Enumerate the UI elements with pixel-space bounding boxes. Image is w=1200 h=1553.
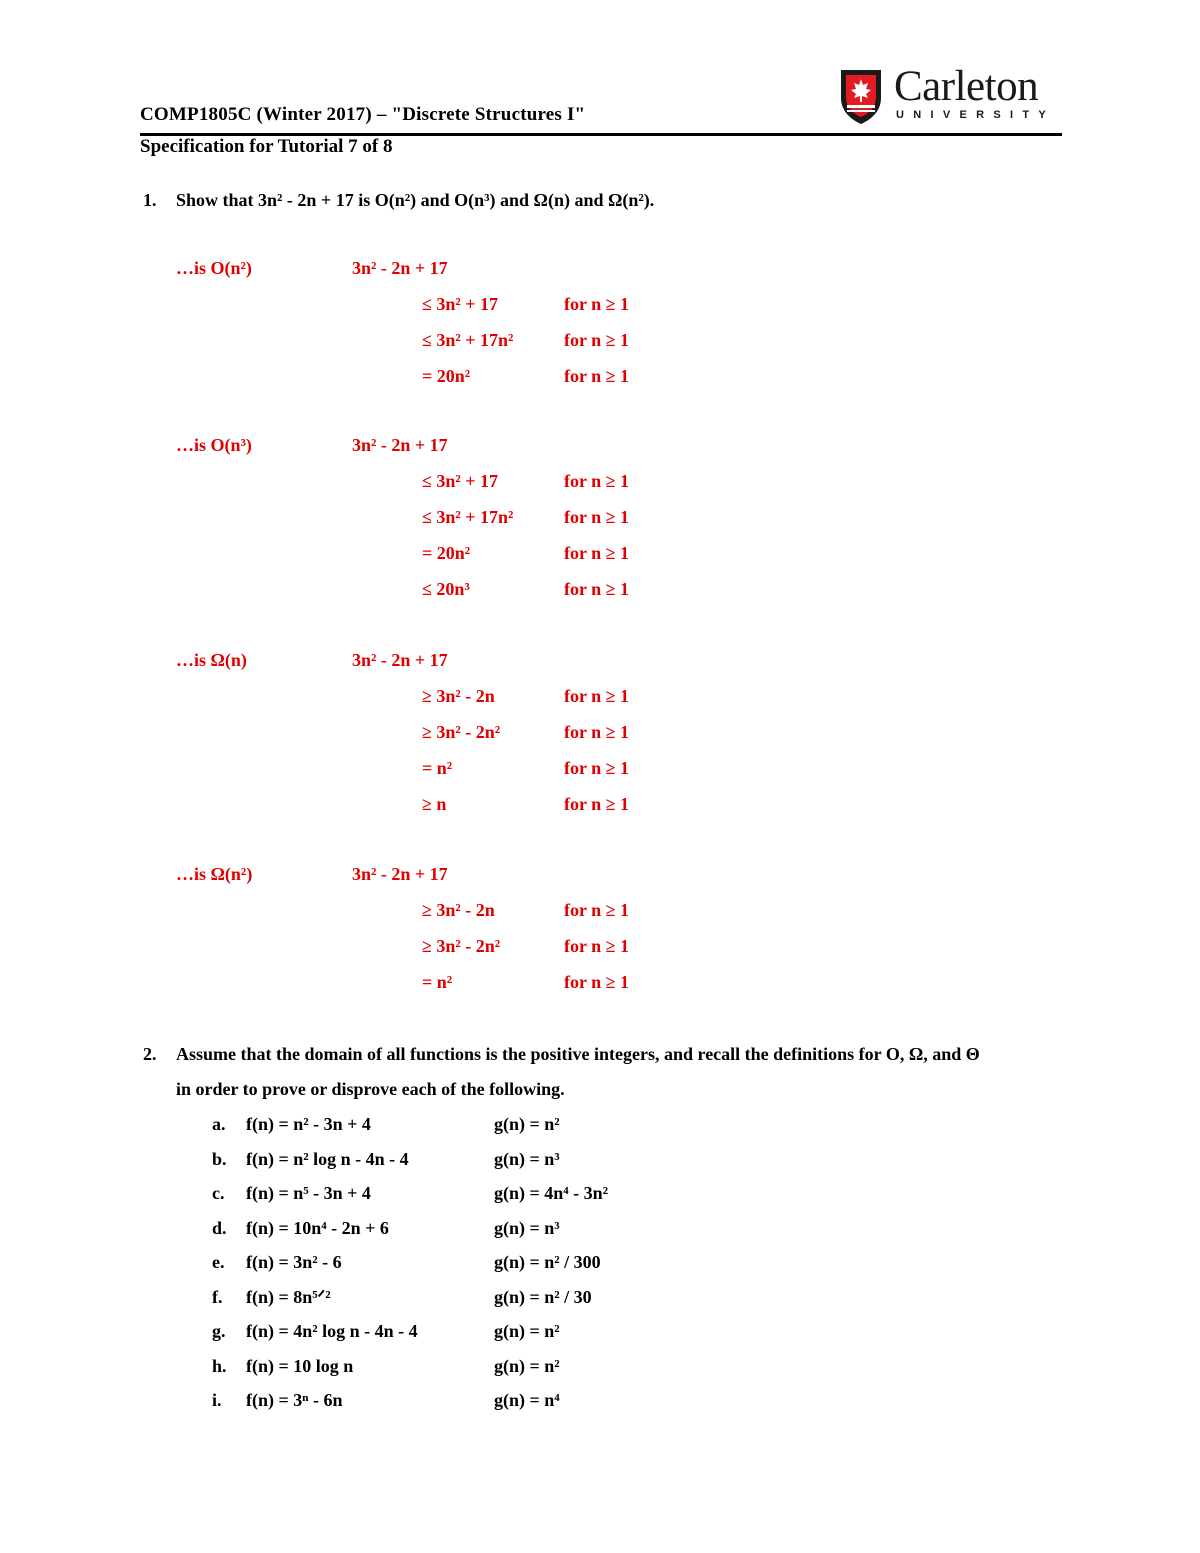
solution-step-condition: for n ≥ 1 (564, 794, 630, 814)
list-item-g: g(n) = n³ (494, 1148, 560, 1169)
list-item-f: f(n) = n⁵ - 3n + 4 (246, 1183, 371, 1203)
solution-step-condition: for n ≥ 1 (564, 471, 630, 491)
solution-label: …is Ω(n) (176, 650, 247, 670)
list-item-f: f(n) = 3n² - 6 (246, 1252, 342, 1272)
q1-text: Show that 3n² - 2n + 17 is O(n²) and O(n³) and Ω(n) and Ω(n²). (176, 190, 655, 210)
carleton-logo (838, 63, 1056, 126)
list-item-g: g(n) = n² (494, 1321, 560, 1341)
solution-step-expr: ≥ 3n² - 2n² (422, 722, 501, 742)
solution-label: …is Ω(n²) (176, 864, 253, 884)
solution-step-expr: ≤ 3n² + 17 (422, 471, 499, 491)
solution-step-condition: for n ≥ 1 (564, 543, 630, 563)
list-item-f: f(n) = n² log n - 4n - 4 (246, 1148, 409, 1169)
solution-step-condition: for n ≥ 1 (564, 507, 630, 527)
list-item-letter: i. (212, 1390, 222, 1410)
solution-step-condition: for n ≥ 1 (564, 972, 630, 992)
solution-step-condition: for n ≥ 1 (564, 294, 630, 314)
solution-label: …is O(n³) (176, 435, 252, 455)
solution-step-expr: = n² (422, 758, 453, 778)
list-item-g: g(n) = n² / 300 (494, 1252, 601, 1272)
solution-step-condition: for n ≥ 1 (564, 579, 630, 599)
spec-title: Specification for Tutorial 7 of 8 (140, 136, 393, 157)
list-item-g: g(n) = n³ (494, 1217, 560, 1238)
list-item-g: g(n) = n² (494, 1355, 560, 1376)
list-item-letter: h. (212, 1355, 227, 1376)
solution-step-expr: = 20n² (422, 366, 471, 386)
solution-start-expr: 3n² - 2n + 17 (352, 650, 448, 670)
list-item-g: g(n) = n² (494, 1114, 560, 1134)
solution-step-condition: for n ≥ 1 (564, 686, 630, 706)
list-item-letter: a. (212, 1114, 226, 1134)
solution-step-expr: ≤ 3n² + 17 (422, 294, 499, 314)
solution-step-condition: for n ≥ 1 (564, 722, 630, 742)
solution-start-expr: 3n² - 2n + 17 (352, 864, 448, 884)
logo-university: UNIVERSITY (896, 109, 1056, 121)
list-item-f: f(n) = n² - 3n + 4 (246, 1114, 371, 1134)
list-item-f: f(n) = 8n⁵ᐟ² (246, 1286, 331, 1307)
list-item-f: f(n) = 4n² log n - 4n - 4 (246, 1321, 418, 1341)
list-item-g: g(n) = n⁴ (494, 1390, 560, 1410)
list-item-g: g(n) = n² / 30 (494, 1286, 592, 1307)
solution-step-condition: for n ≥ 1 (564, 366, 630, 386)
list-item-f: f(n) = 3ⁿ - 6n (246, 1390, 343, 1410)
solution-step-expr: ≤ 3n² + 17n² (422, 330, 514, 350)
course-title: COMP1805C (Winter 2017) – "Discrete Structures I" (140, 104, 586, 125)
list-item-letter: f. (212, 1286, 223, 1307)
q2-line2: in order to prove or disprove each of the following. (176, 1079, 565, 1099)
solution-start-expr: 3n² - 2n + 17 (352, 258, 448, 278)
q1-number: 1. (143, 190, 157, 210)
logo-wordmark: Carleton (894, 63, 1039, 110)
solution-step-condition: for n ≥ 1 (564, 900, 630, 920)
solution-step-expr: = 20n² (422, 543, 471, 563)
solution-step-expr: ≥ 3n² - 2n (422, 686, 495, 706)
list-item-letter: g. (212, 1321, 226, 1341)
q2-line1: Assume that the domain of all functions is the positive integers, and recall the definitions for O, Ω, and Θ (176, 1044, 980, 1064)
solution-step-expr: = n² (422, 972, 453, 992)
solution-step-expr: ≥ 3n² - 2n (422, 900, 495, 920)
solution-step-condition: for n ≥ 1 (564, 936, 630, 956)
solution-step-condition: for n ≥ 1 (564, 758, 630, 778)
solution-label: …is O(n²) (176, 258, 252, 278)
list-item-letter: c. (212, 1183, 225, 1203)
solution-step-expr: ≤ 20n³ (422, 579, 470, 599)
list-item-letter: e. (212, 1252, 225, 1272)
list-item-f: f(n) = 10 log n (246, 1355, 354, 1376)
list-item-g: g(n) = 4n⁴ - 3n² (494, 1183, 609, 1203)
solution-start-expr: 3n² - 2n + 17 (352, 435, 448, 455)
solution-step-expr: ≥ n (422, 794, 447, 814)
list-item-letter: b. (212, 1148, 227, 1169)
list-item-f: f(n) = 10n⁴ - 2n + 6 (246, 1217, 389, 1238)
solution-step-expr: ≥ 3n² - 2n² (422, 936, 501, 956)
list-item-letter: d. (212, 1217, 227, 1238)
shield-icon (838, 68, 884, 126)
q2-number: 2. (143, 1044, 157, 1064)
solution-step-expr: ≤ 3n² + 17n² (422, 507, 514, 527)
solution-step-condition: for n ≥ 1 (564, 330, 630, 350)
